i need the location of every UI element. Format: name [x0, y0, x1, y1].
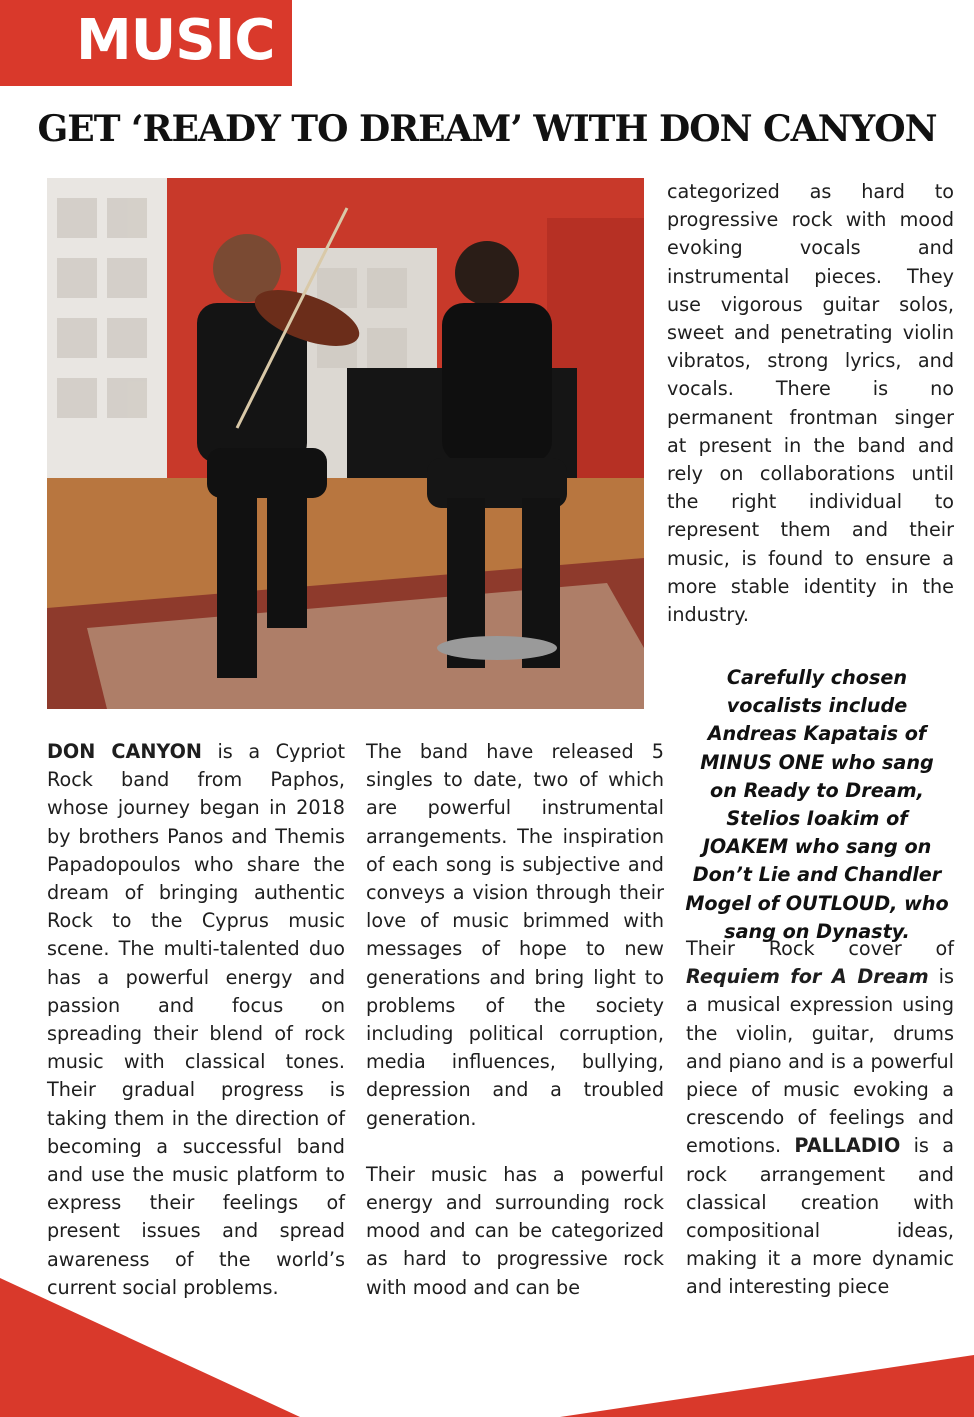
- intro-text: is a Cypriot Rock band from Paphos, whose journey began in 2018 by brothers Panos and Themis Papadopoulos who share the dream of bringing authentic Rock to the Cyprus music scene. The multi-talented duo has a powerful energy and passion and focus on spreading their blend of rock music with classical tones. Their gradual progress is taking them in the direction of becoming a successful band and use the music platform to express their feelings of present issues and spread awareness of the world’s current social problems.: [47, 740, 345, 1299]
- cover-paragraph: [686, 935, 954, 1302]
- continued-paragraph: categorized as hard to progressive rock with mood evoking vocals and instrumental pieces. They use vigorous guitar solos, sweet and penetrating violin vibratos, strong lyrics, and vocals. There is no permanent frontman singer at present in the band and rely on collaborations until the right individual to represent them and their music, is found to ensure a more stable identity in the industry.: [667, 180, 954, 627]
- cover-text-1: is a musical expression using the violin, guitar, drums and piano and is a powerful piece of music evoking a crescendo of feelings and emotions.: [686, 965, 954, 1158]
- band-name: DON CANYON: [47, 740, 202, 763]
- article-column-1: [47, 738, 345, 1302]
- cover-intro: Their Rock cover of: [686, 937, 954, 960]
- section-label: MUSIC: [76, 8, 275, 73]
- article-column-3-top: [667, 178, 954, 629]
- cover-text-2: is a rock arrangement and classical creation with compositional ideas, making it a more dynamic and interesting piece: [686, 1134, 954, 1299]
- section-tab: [0, 0, 292, 86]
- pull-quote: Carefully chosen vocalists include Andreas Kapatais of MINUS ONE who sang on Ready to Dream, Stelios Ioakim of JOAKEM who sang on Don’t Lie and Chandler Mogel of OUTLOUD, who sang on Dynasty.: [685, 666, 949, 943]
- music-style-paragraph: Their music has a powerful energy and surrounding rock mood and can be categorized as hard to progressive rock with mood and can be: [366, 1162, 664, 1299]
- song-title: Requiem for A Dream: [686, 965, 929, 989]
- article-column-2: [366, 738, 664, 1302]
- band-photo: [47, 178, 644, 709]
- article-column-3-bottom: [686, 935, 954, 1302]
- intro-paragraph: [47, 738, 345, 1302]
- headline: GET ‘READY TO DREAM’ WITH DON CANYON: [37, 108, 937, 150]
- palladio-title: PALLADIO: [794, 1134, 901, 1158]
- releases-paragraph: The band have released 5 singles to date, two of which are powerful instrumental arrangements. The inspiration of each song is subjective and conveys a vision through their love of music brimmed with messages of hope to new generations and bring light to problems of the society including political corruption, media influences, bullying, depression and a troubled generation.: [366, 740, 664, 1130]
